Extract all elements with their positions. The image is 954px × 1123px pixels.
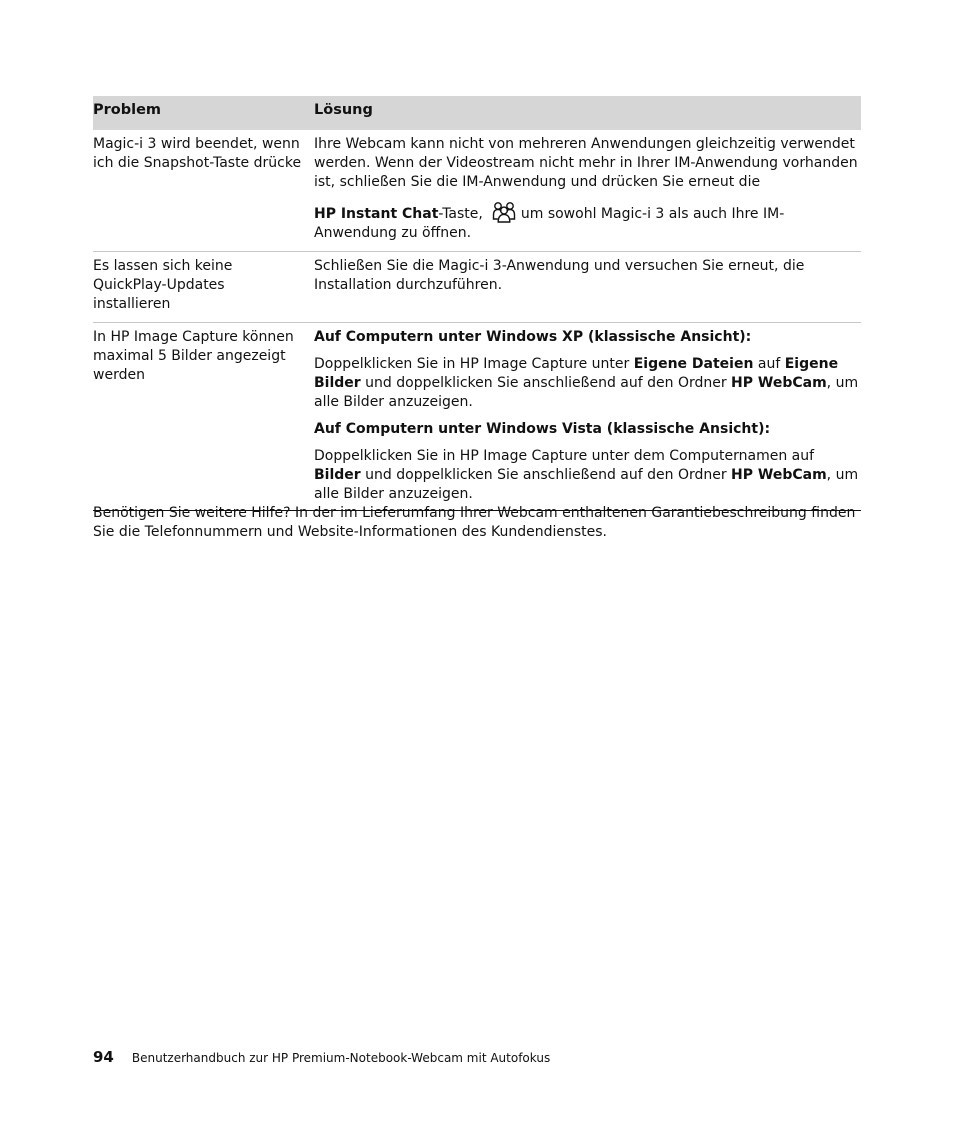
vista-instructions <box>314 447 860 504</box>
xp-text: Doppelklicken Sie in HP Image Capture unter <box>314 356 634 372</box>
folder-name: Eigene Dateien <box>633 356 754 372</box>
xp-heading-text: Auf Computern unter Windows XP (klassische Ansicht): <box>314 329 752 345</box>
solution-paragraph <box>314 200 860 243</box>
solution-text: um sowohl Magic-i 3 als auch Ihre IM-Anwendung zu öffnen. <box>314 206 785 241</box>
problem-text: Magic-i 3 wird beendet, wenn ich die Snapshot-Taste drücke <box>93 136 302 171</box>
footer-title: Benutzerhandbuch zur HP Premium-Notebook-Webcam mit Autofokus <box>131 1051 551 1065</box>
solution-cell <box>314 130 861 252</box>
page-number: 94 <box>93 1048 114 1066</box>
vista-text: und doppelklicken Sie anschließend auf den Ordner <box>360 467 732 483</box>
problem-cell <box>93 252 314 323</box>
table-header-row <box>93 96 861 130</box>
table-row <box>93 130 861 252</box>
table-row <box>93 323 861 511</box>
vista-heading <box>314 420 860 439</box>
instant-chat-icon <box>491 200 517 224</box>
xp-text: auf <box>753 356 785 372</box>
folder-name: HP WebCam <box>731 467 827 483</box>
folder-name: Bilder <box>314 467 361 483</box>
xp-instructions <box>314 355 860 412</box>
vista-text: , um alle Bilder anzuzeigen. <box>314 467 859 502</box>
xp-text: und doppelklicken Sie anschließend auf den Ordner <box>360 375 732 391</box>
solution-paragraph: Schließen Sie die Magic-i 3-Anwendung und versuchen Sie erneut, die Installation durchzuführen. <box>314 258 805 293</box>
vista-heading-text: Auf Computern unter Windows Vista (klassische Ansicht): <box>314 421 771 437</box>
solution-paragraph: Ihre Webcam kann nicht von mehreren Anwendungen gleichzeitig verwendet werden. Wenn der Videostream nicht mehr in Ihrer IM-Anwendung vorhanden ist, schließen Sie die IM-Anwendung und drücken Sie erneut die <box>314 136 858 190</box>
folder-name: Eigene Bilder <box>314 356 839 391</box>
xp-heading <box>314 328 860 347</box>
problem-text: In HP Image Capture können maximal 5 Bilder angezeigt werden <box>93 329 294 383</box>
xp-text: , um alle Bilder anzuzeigen. <box>314 375 859 410</box>
vista-text: Doppelklicken Sie in HP Image Capture unter dem Computernamen auf <box>314 448 815 464</box>
solution-cell <box>314 252 861 323</box>
help-paragraph: Benötigen Sie weitere Hilfe? In der im Lieferumfang Ihrer Webcam enthaltenen Garantiebeschreibung finden Sie die Telefonnummern und Website-Informationen des Kundendienstes. <box>93 505 856 540</box>
column-header-problem: Problem <box>93 96 314 130</box>
problem-text: Es lassen sich keine QuickPlay-Updates installieren <box>93 258 233 312</box>
solution-cell <box>314 323 861 511</box>
folder-name: HP WebCam <box>731 375 827 391</box>
button-name: HP Instant Chat <box>314 206 439 222</box>
solution-text: -Taste, <box>438 206 483 222</box>
column-header-solution: Lösung <box>314 96 861 130</box>
problem-cell <box>93 130 314 252</box>
table-row <box>93 252 861 323</box>
problem-cell <box>93 323 314 511</box>
page-footer <box>93 1048 550 1066</box>
troubleshooting-table <box>93 96 861 511</box>
